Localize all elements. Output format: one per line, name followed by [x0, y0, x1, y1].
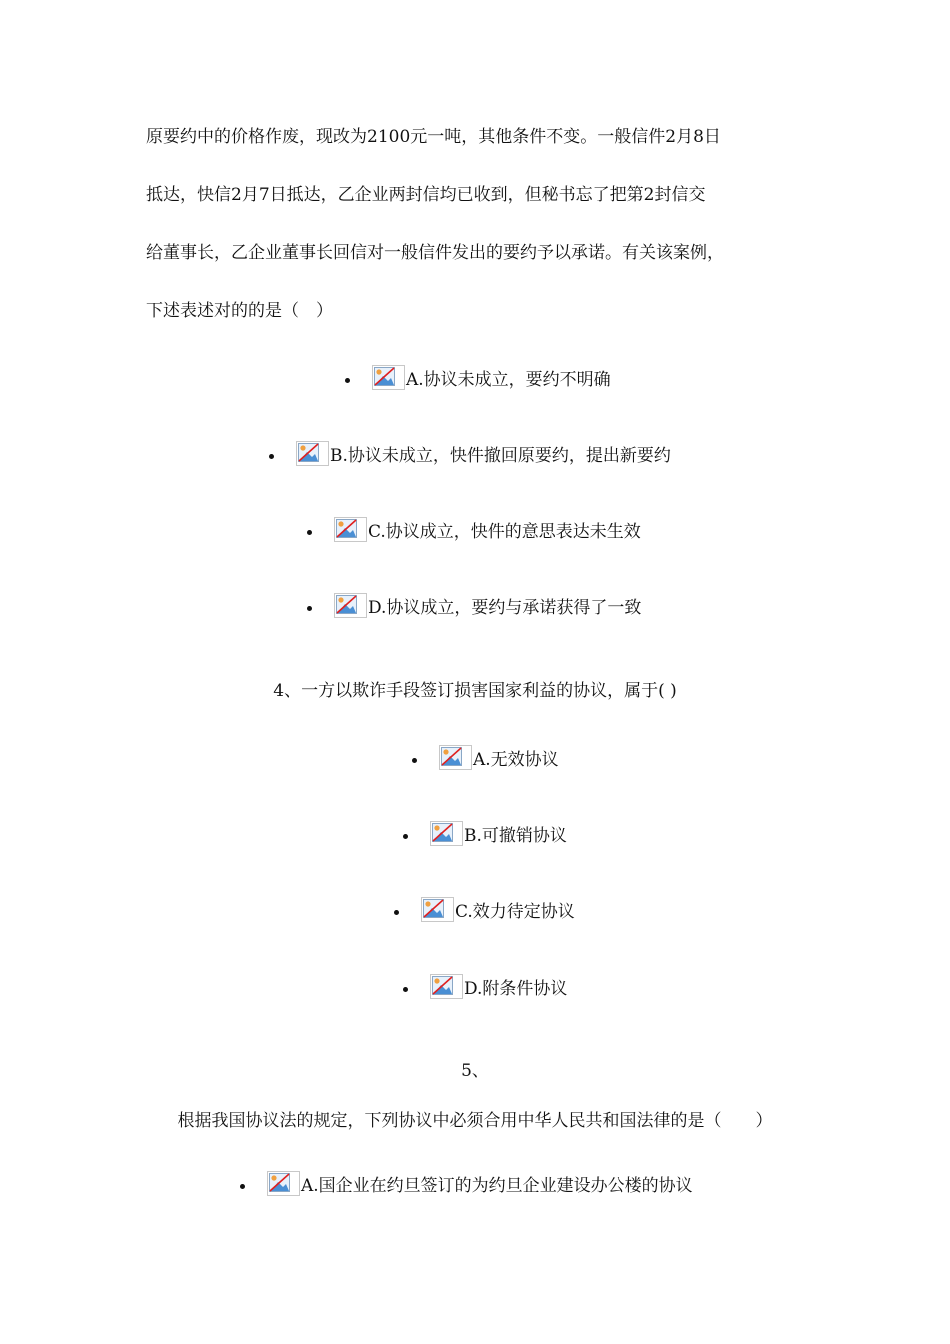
- bullet: [403, 834, 408, 839]
- q4-option-c[interactable]: [421, 892, 575, 922]
- broken-image-icon: [267, 1171, 300, 1196]
- q4-question-text: 4、一方以欺诈手段签订损害国家利益的协议，属于( ): [273, 681, 677, 701]
- option-label: B.可撤销协议: [464, 826, 567, 846]
- q4-option-d[interactable]: [430, 969, 567, 999]
- option-label: A.国企业在约旦签订的为约旦企业建设办公楼的协议: [301, 1176, 693, 1196]
- q4-option-b[interactable]: [430, 816, 567, 846]
- broken-image-icon: [430, 821, 463, 846]
- bullet: [307, 606, 312, 611]
- broken-image-icon: [334, 517, 367, 542]
- option-label: A.无效协议: [473, 750, 559, 770]
- bullet: [403, 987, 408, 992]
- option-label: C.效力待定协议: [455, 902, 575, 922]
- q4-option-a[interactable]: [439, 740, 559, 770]
- option-label: D.协议成立，要约与承诺获得了一致: [368, 598, 642, 618]
- bullet: [412, 758, 417, 763]
- broken-image-icon: [334, 593, 367, 618]
- bullet: [307, 530, 312, 535]
- option-label: C.协议成立，快件的意思表达未生效: [368, 522, 641, 542]
- broken-image-icon: [372, 365, 405, 390]
- q3-option-b[interactable]: [296, 436, 671, 466]
- q3-option-a[interactable]: [372, 360, 611, 390]
- q3-line-3: 给董事长，乙企业董事长回信对一般信件发出的要约予以承诺。有关该案例，: [146, 243, 724, 263]
- q3-line-1: 原要约中的价格作废，现改为2100元一吨，其他条件不变。一般信件2月8日: [146, 127, 721, 147]
- q5-number: 5、: [461, 1061, 489, 1081]
- q3-line-4: 下述表述对的的是（ ）: [146, 301, 333, 321]
- bullet: [240, 1184, 245, 1189]
- broken-image-icon: [439, 745, 472, 770]
- option-label: D.附条件协议: [464, 979, 568, 999]
- q3-line-2: 抵达，快信2月7日抵达，乙企业两封信均已收到，但秘书忘了把第2封信交: [146, 185, 706, 205]
- broken-image-icon: [421, 897, 454, 922]
- broken-image-icon: [296, 441, 329, 466]
- option-label: B.协议未成立，快件撤回原要约，提出新要约: [330, 446, 671, 466]
- q5-option-a[interactable]: [267, 1166, 693, 1196]
- bullet: [394, 910, 399, 915]
- bullet: [345, 378, 350, 383]
- q5-question-text: 根据我国协议法的规定，下列协议中必须合用中华人民共和国法律的是（ ）: [177, 1111, 773, 1131]
- bullet: [269, 454, 274, 459]
- q3-option-c[interactable]: [334, 512, 641, 542]
- option-label: A.协议未成立，要约不明确: [406, 370, 611, 390]
- broken-image-icon: [430, 974, 463, 999]
- q3-option-d[interactable]: [334, 588, 641, 618]
